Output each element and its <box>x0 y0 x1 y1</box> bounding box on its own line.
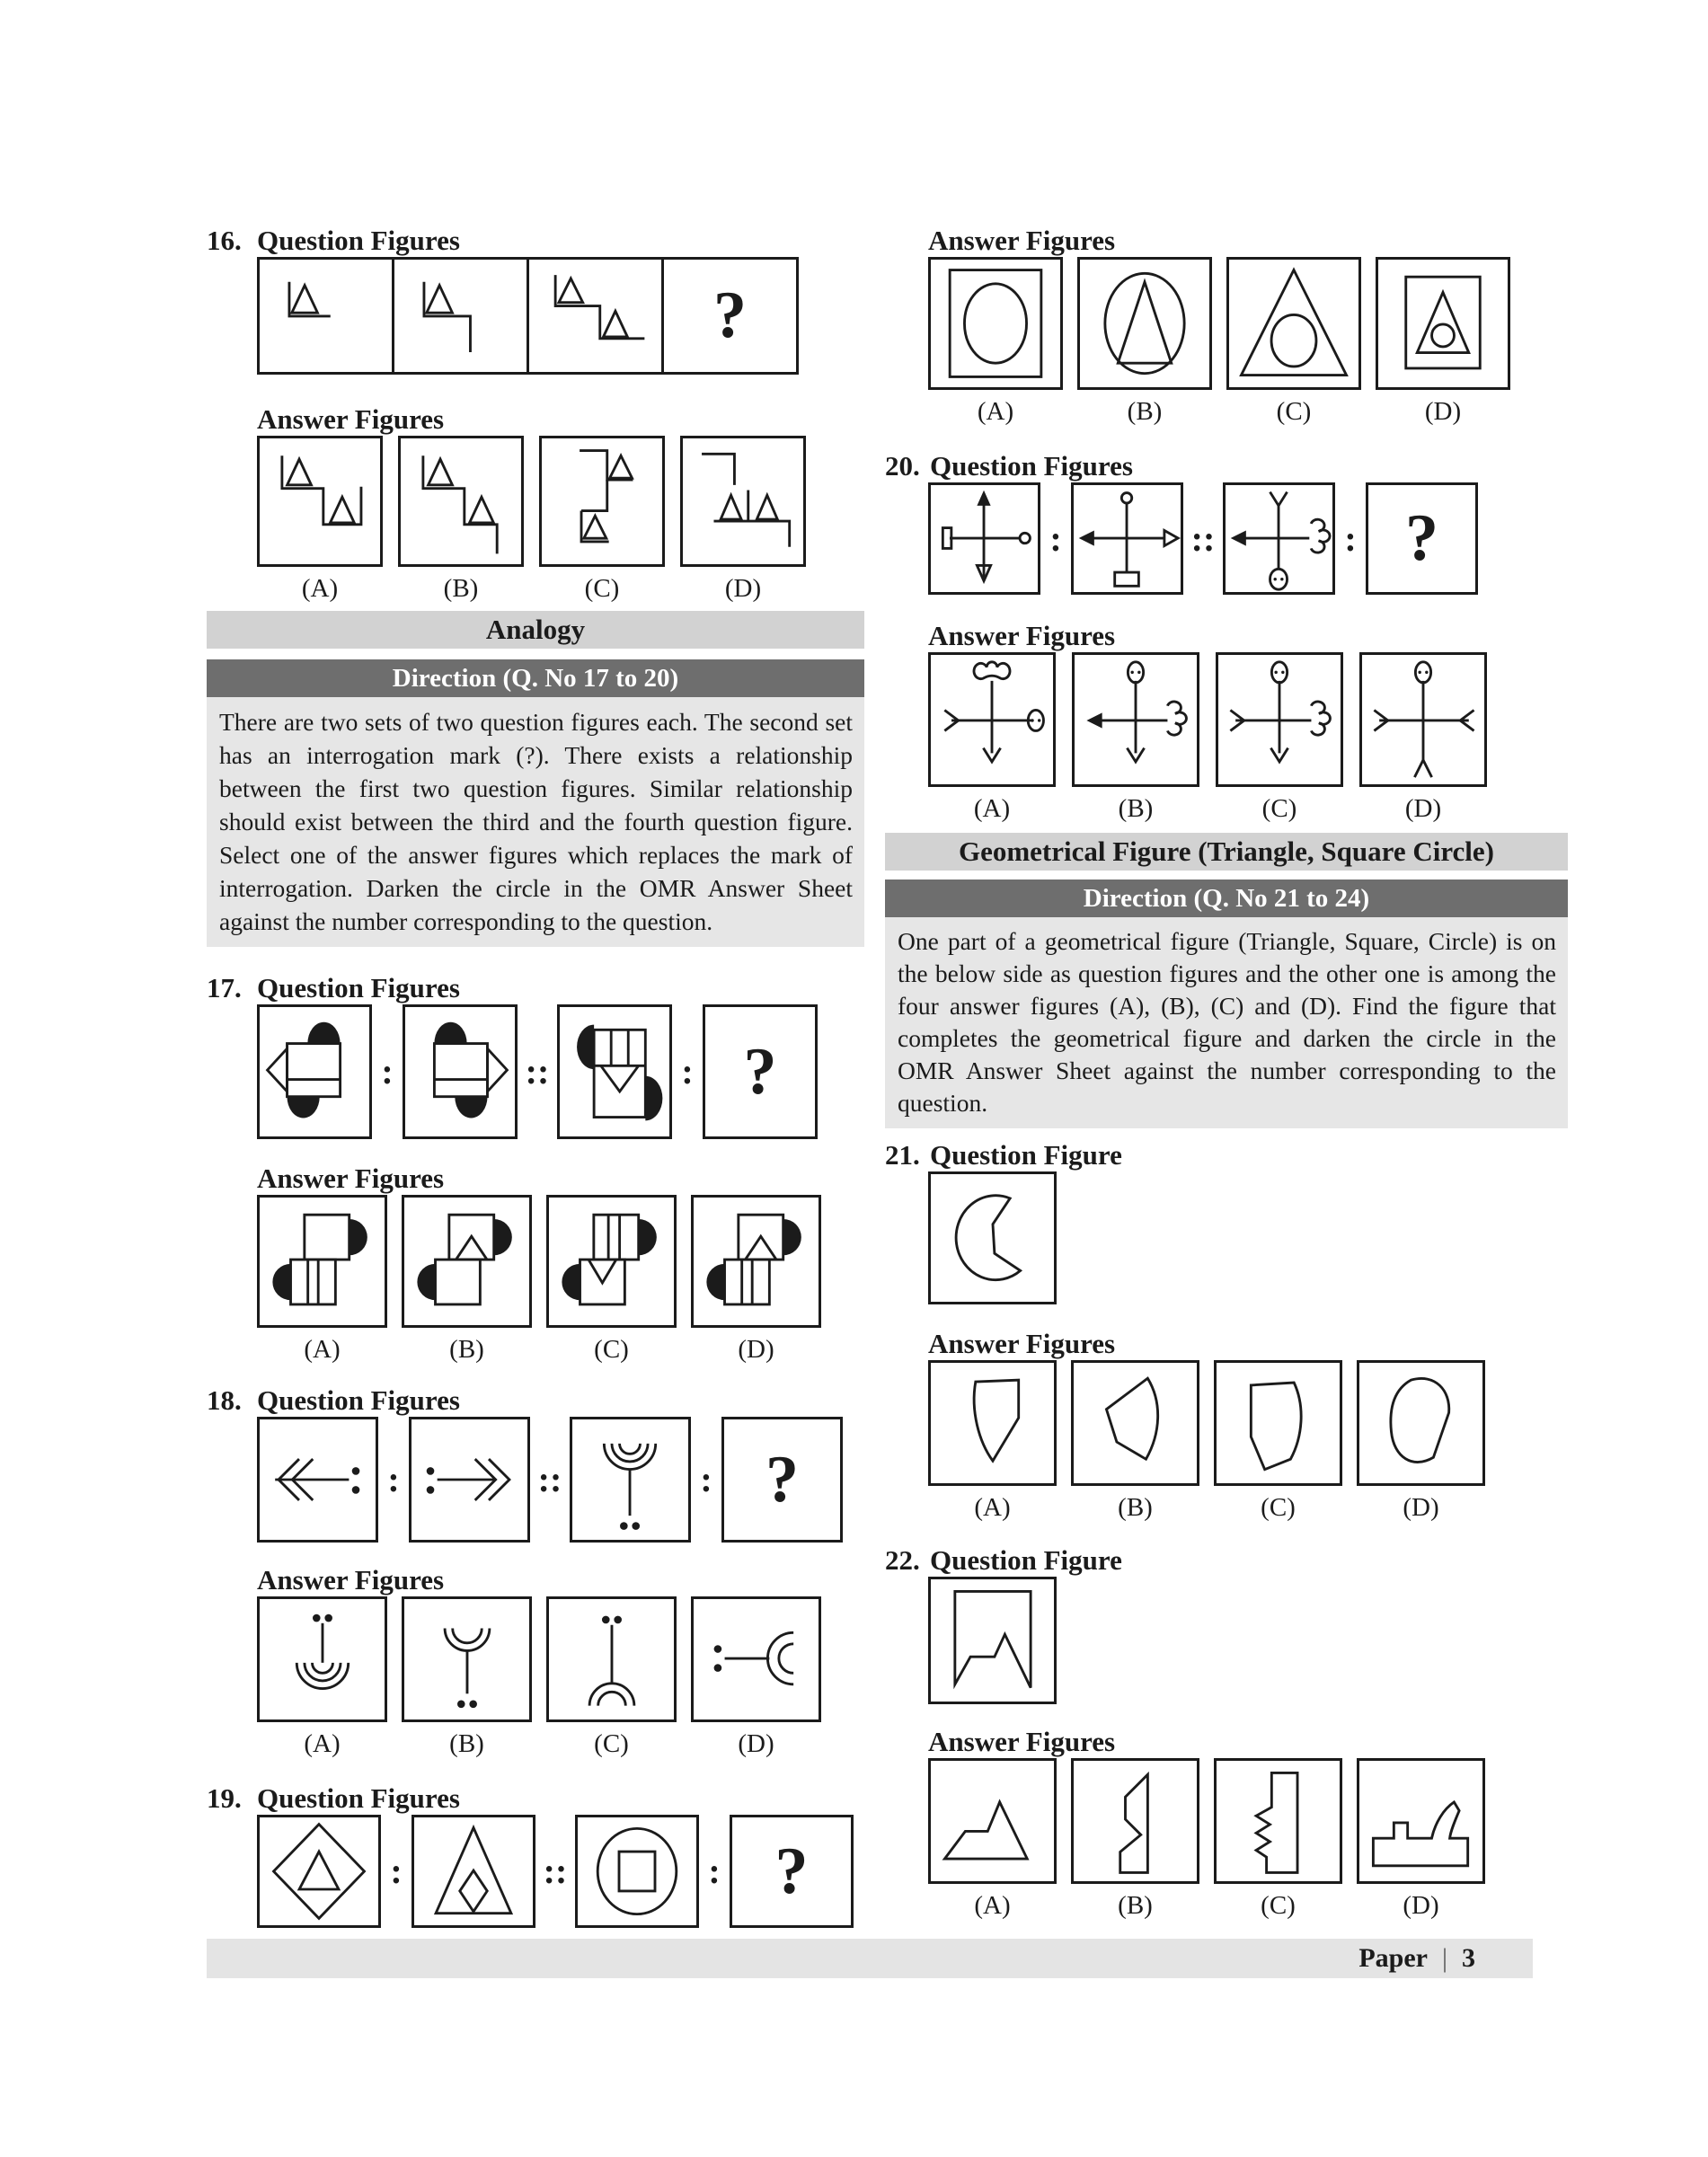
q19-separator-1: : <box>390 1851 403 1891</box>
q19-question-mark: ? <box>774 1834 809 1908</box>
q22-option-a: (A) <box>974 1891 1011 1920</box>
q19-header <box>207 1782 864 1815</box>
q21-answer-b-figure <box>1071 1360 1199 1486</box>
q20-figure-3 <box>1223 482 1335 595</box>
q21-option-c: (C) <box>1261 1493 1296 1522</box>
q22-number: 22. <box>885 1544 920 1576</box>
q18-answer-d-figure <box>691 1596 821 1722</box>
q21-option-a: (A) <box>974 1493 1011 1522</box>
q18-figure-3 <box>570 1417 691 1543</box>
q17-answer-figures <box>257 1195 864 1328</box>
q20-separator-1: : <box>1049 517 1062 559</box>
q22-answer-c-figure <box>1214 1758 1342 1884</box>
q22-figure-rectangle-mountain-cutout <box>928 1577 1057 1704</box>
q19-answer-figures-title: Answer Figures <box>928 225 1116 256</box>
q17-separator-3: : <box>681 1051 694 1092</box>
q20-answer-d-figure <box>1359 652 1487 787</box>
q21-option-labels <box>928 1493 1568 1523</box>
q21-question-figure-row <box>928 1171 1568 1304</box>
q16-question-mark: ? <box>713 278 747 352</box>
footer-paper-label: Paper <box>1358 1943 1428 1973</box>
q22-title: Question Figure <box>930 1544 1122 1576</box>
footer-page-number: 3 <box>1462 1943 1475 1973</box>
q16-answer-c-figure <box>539 436 665 567</box>
q21-title: Question Figure <box>930 1139 1122 1171</box>
q17-figure-2 <box>403 1004 518 1139</box>
q18-header <box>207 1384 864 1417</box>
q18-option-labels <box>257 1729 864 1759</box>
q16-answer-b-figure <box>398 436 524 567</box>
analogy-direction-bar: Direction (Q. No 17 to 20) <box>207 659 864 697</box>
q22-option-b: (B) <box>1118 1891 1153 1920</box>
left-column <box>207 225 864 1928</box>
q19-option-a: (A) <box>977 397 1014 426</box>
q18-answer-b-figure <box>402 1596 532 1722</box>
q21-answer-figures <box>928 1360 1568 1486</box>
q19-answer-b-figure <box>1077 257 1212 390</box>
q19-title: Question Figures <box>257 1782 460 1814</box>
q17-number: 17. <box>207 972 242 1003</box>
q19-answer-a-figure <box>928 257 1063 390</box>
q18-answer-c-figure <box>546 1596 677 1722</box>
q16-figure-4-question-mark <box>661 257 799 375</box>
q16-header <box>207 225 864 257</box>
q21-answer-figures-title: Answer Figures <box>928 1328 1116 1359</box>
q22-answer-b-figure <box>1071 1758 1199 1884</box>
q22-option-d: (D) <box>1403 1891 1439 1920</box>
q18-answer-figures <box>257 1596 864 1722</box>
q17-option-a: (A) <box>304 1335 341 1364</box>
q16-answer-d-figure <box>680 436 806 567</box>
q20-answer-a-figure <box>928 652 1056 787</box>
q16-number: 16. <box>207 225 242 256</box>
q22-answer-d-figure <box>1357 1758 1485 1884</box>
q18-separator-1: : <box>387 1459 400 1499</box>
q16-option-d: (D) <box>724 574 762 603</box>
q20-header <box>885 450 1568 482</box>
analogy-section-bar: Analogy <box>207 611 864 649</box>
q19-answer-d-figure <box>1376 257 1510 390</box>
analogy-direction-text: There are two sets of two question figures each. The second set has an interrogation mark (?). There exists a relationship between the first two question figures. Similar relationship should exist between the third and the fourth question figure. Select one of the answer figures which replaces the mark of interrogation. Darken the circle in the OMR Answer Sheet against the number corresponding to the question. <box>207 697 864 947</box>
footer-bar <box>207 1939 1533 1978</box>
q17-answer-figures-title: Answer Figures <box>257 1162 445 1194</box>
q20-option-c: (C) <box>1261 794 1297 823</box>
q17-title: Question Figures <box>257 972 460 1003</box>
q19-separator-2: :: <box>543 1851 568 1891</box>
q20-option-a: (A) <box>973 794 1011 823</box>
q21-option-d: (D) <box>1403 1493 1439 1522</box>
q18-figure-4-question-mark <box>721 1417 843 1543</box>
q20-option-d: (D) <box>1404 794 1442 823</box>
q20-answer-figures <box>928 652 1568 787</box>
q16-option-b: (B) <box>443 574 479 603</box>
q21-option-b: (B) <box>1118 1493 1153 1522</box>
q20-answer-b-figure <box>1072 652 1199 787</box>
q18-question-figures <box>257 1417 864 1543</box>
q17-separator-2: :: <box>525 1051 550 1092</box>
q20-option-labels <box>928 794 1568 824</box>
q16-question-figures <box>257 257 864 375</box>
q19-separator-3: : <box>708 1851 721 1891</box>
q20-question-mark: ? <box>1405 501 1438 575</box>
q16-figure-3-two-triangles-on-staircase <box>527 257 664 375</box>
q22-question-figure-row <box>928 1577 1568 1704</box>
q17-separator-1: : <box>381 1051 394 1092</box>
q17-option-c: (C) <box>594 1335 629 1364</box>
q16-answer-figures <box>257 436 864 567</box>
q17-answer-a-figure <box>257 1195 387 1328</box>
q16-title: Question Figures <box>257 225 460 256</box>
q17-figure-1 <box>257 1004 372 1139</box>
q18-option-d: (D) <box>738 1729 774 1758</box>
q18-separator-3: : <box>700 1459 712 1499</box>
q20-title: Question Figures <box>930 450 1133 482</box>
q19-answer-figures <box>928 257 1568 390</box>
q18-answer-figures-title: Answer Figures <box>257 1564 445 1596</box>
q16-answer-a-figure <box>257 436 383 567</box>
q17-header <box>207 972 864 1004</box>
q18-answer-a-figure <box>257 1596 387 1722</box>
q20-figure-1 <box>928 482 1040 595</box>
q19-question-figures <box>257 1815 864 1928</box>
q17-option-b: (B) <box>449 1335 484 1364</box>
q21-answer-a-figure <box>928 1360 1057 1486</box>
q22-answer-figures-title: Answer Figures <box>928 1726 1116 1757</box>
q19-option-labels <box>928 397 1568 427</box>
q16-figure-2-triangle-on-step-with-drop <box>392 257 529 375</box>
geometrical-direction-bar: Direction (Q. No 21 to 24) <box>885 880 1568 917</box>
q20-option-b: (B) <box>1118 794 1154 823</box>
q16-answer-figures-title: Answer Figures <box>257 403 445 435</box>
q20-separator-3: : <box>1344 517 1357 559</box>
q16-option-c: (C) <box>584 574 620 603</box>
q18-question-mark: ? <box>766 1442 799 1516</box>
q21-answer-d-figure <box>1357 1360 1485 1486</box>
geometrical-section-bar: Geometrical Figure (Triangle, Square Circle) <box>885 833 1568 871</box>
q18-figure-1 <box>257 1417 378 1543</box>
q22-option-c: (C) <box>1261 1891 1296 1920</box>
q20-answer-figures-title: Answer Figures <box>928 620 1116 651</box>
footer-divider: | <box>1441 1943 1447 1973</box>
q17-question-figures <box>257 1004 864 1139</box>
q20-separator-2: :: <box>1190 517 1216 559</box>
q18-option-b: (B) <box>449 1729 484 1758</box>
q22-answer-figures <box>928 1758 1568 1884</box>
q20-figure-2 <box>1071 482 1183 595</box>
q16-option-labels <box>257 574 864 604</box>
geometrical-direction-text: One part of a geometrical figure (Triangle, Square, Circle) is on the below side as question figures and the other one is among the four answer figures (A), (B), (C) and (D). Find the figure that completes the geometrical figure and darken the circle in the OMR Answer Sheet against the number corresponding to the question. <box>885 917 1568 1128</box>
q22-header <box>885 1544 1568 1577</box>
q19-option-d: (D) <box>1424 397 1462 426</box>
q19-figure-2-triangle-diamond <box>412 1815 535 1928</box>
q19-option-b: (B) <box>1127 397 1163 426</box>
q17-answer-b-figure <box>402 1195 532 1328</box>
q17-answer-d-figure <box>691 1195 821 1328</box>
q19-figure-3-ellipse-square <box>575 1815 699 1928</box>
q21-figure-circle-with-notch <box>928 1171 1057 1304</box>
q19-figure-4-question-mark <box>730 1815 854 1928</box>
q17-question-mark: ? <box>743 1034 777 1109</box>
q20-number: 20. <box>885 450 920 482</box>
right-column <box>885 225 1568 1921</box>
q21-answer-c-figure <box>1214 1360 1342 1486</box>
q17-option-labels <box>257 1335 864 1365</box>
q22-answer-a-figure <box>928 1758 1057 1884</box>
q20-figure-4-question-mark <box>1366 482 1478 595</box>
q20-question-figures <box>928 482 1568 595</box>
q21-number: 21. <box>885 1139 920 1171</box>
q17-figure-4-question-mark <box>703 1004 818 1139</box>
q19-figure-1-diamond-triangle <box>257 1815 381 1928</box>
q18-title: Question Figures <box>257 1384 460 1416</box>
q18-option-c: (C) <box>594 1729 629 1758</box>
q18-figure-2 <box>409 1417 530 1543</box>
q17-option-d: (D) <box>738 1335 774 1364</box>
q19-number: 19. <box>207 1782 242 1814</box>
q16-figure-1-triangle-on-corner-step <box>257 257 394 375</box>
q18-option-a: (A) <box>304 1729 341 1758</box>
q21-header <box>885 1139 1568 1171</box>
q17-answer-c-figure <box>546 1195 677 1328</box>
q16-option-a: (A) <box>301 574 339 603</box>
q22-option-labels <box>928 1891 1568 1921</box>
q18-number: 18. <box>207 1384 242 1416</box>
q19-answer-c-figure <box>1226 257 1361 390</box>
q19-option-c: (C) <box>1276 397 1312 426</box>
q17-figure-3 <box>557 1004 672 1139</box>
q18-separator-2: :: <box>537 1459 562 1499</box>
q20-answer-c-figure <box>1216 652 1343 787</box>
